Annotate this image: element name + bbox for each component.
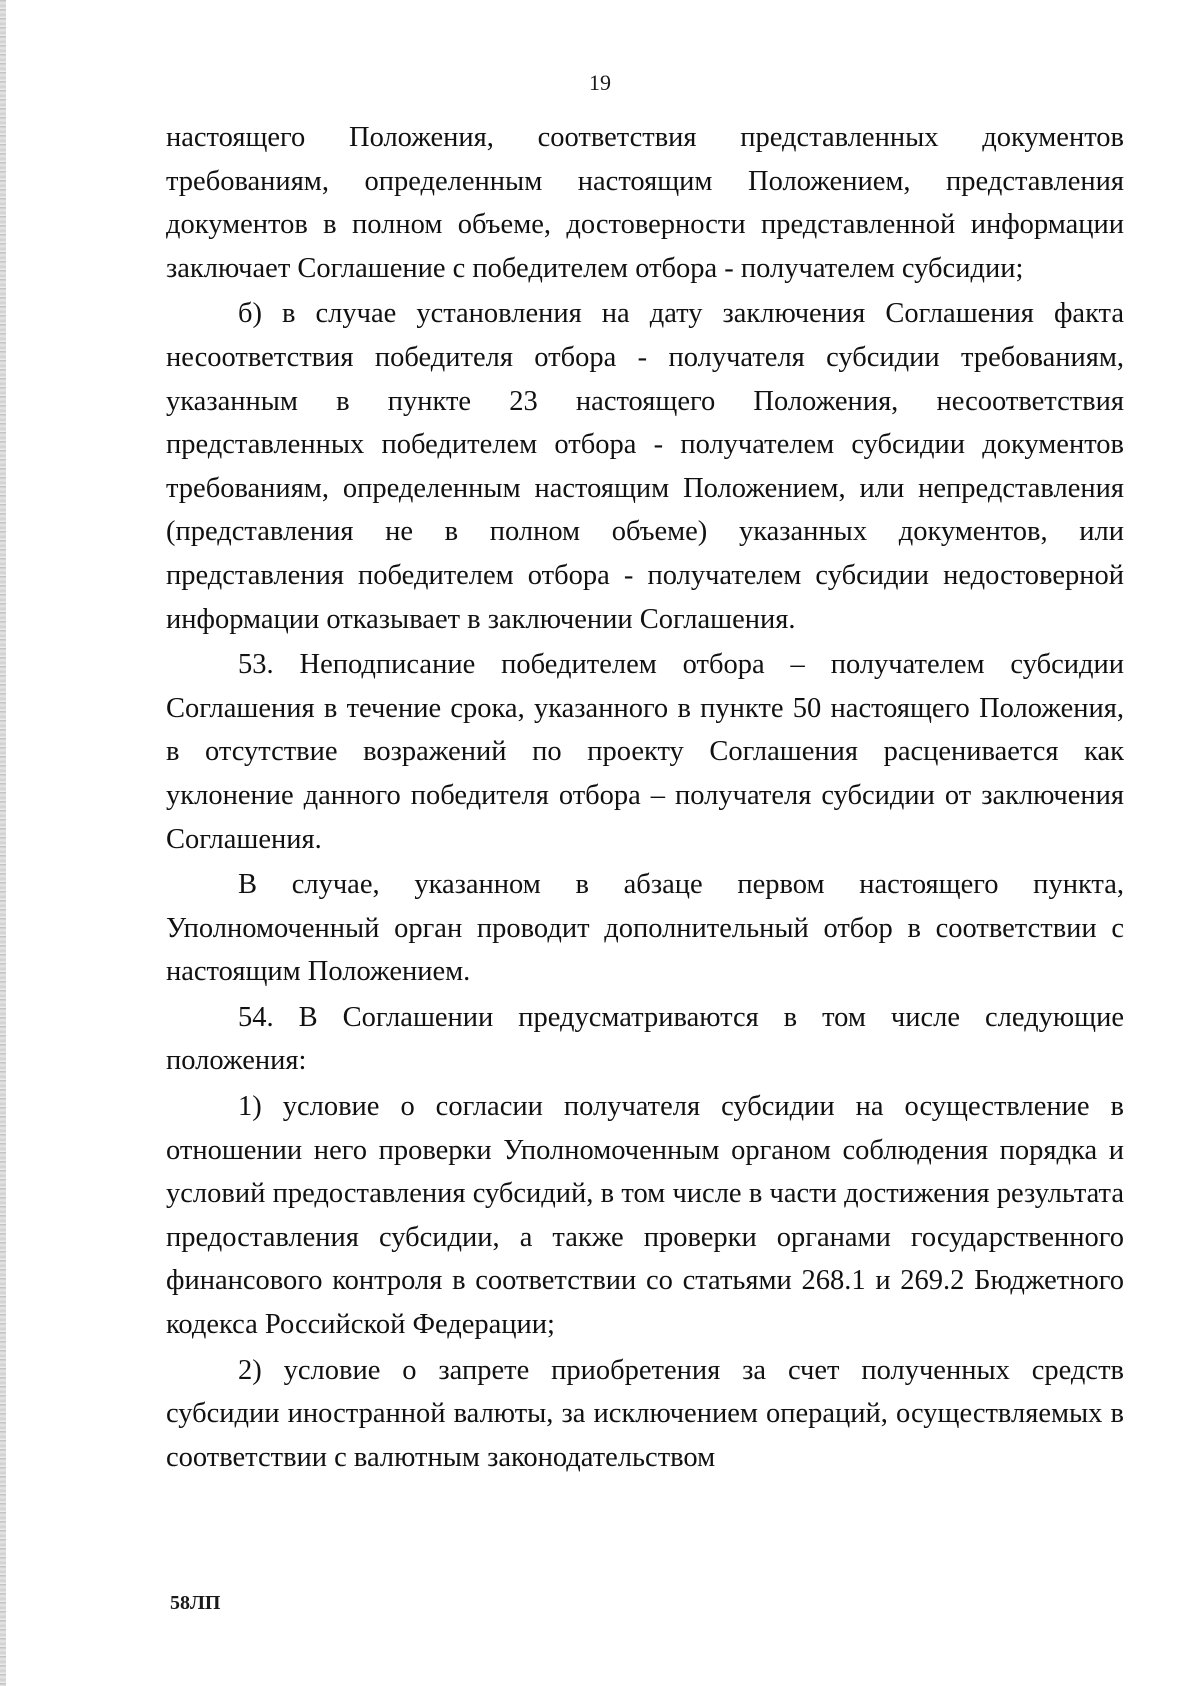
paragraph-54-item-2: 2) условие о запрете приобретения за счет полученных средств субсидии иностранной валюты, за исключением операций, осуществляемых в соответствии с валютным законодательством <box>166 1354 1124 1473</box>
page-number: 19 <box>589 70 611 95</box>
paragraph-53-case: В случае, указанном в абзаце первом настоящего пункта, Уполномоченный орган проводит дополнительный отбор в соответствии с настоящим Положением. <box>166 869 1124 988</box>
footer-document-code: 58ЛП <box>170 1592 221 1614</box>
scan-edge <box>0 0 6 1686</box>
paragraph-continuation: настоящего Положения, соответствия представленных документов требованиям, определенным настоящим Положением, представления документов в полном объеме, достоверности представленной информации заключает Соглашение с победителем отбора - получателем субсидии; <box>166 122 1124 284</box>
document-body <box>166 116 1124 1481</box>
paragraph-item-b: б) в случае установления на дату заключения Соглашения факта несоответствия победителя отбора - получателя субсидии требованиям, указанным в пункте 23 настоящего Положения, несоответствия представленных победителем отбора - получателем субсидии документов требованиям, определенным настоящим Положением, или непредставления (представления не в полном объеме) указанных документов, или представления победителем отбора - получателем субсидии недостоверной информации отказывает в заключении Соглашения. <box>166 298 1124 635</box>
paragraph-53: 53. Неподписание победителем отбора – получателем субсидии Соглашения в течение срока, указанного в пункте 50 настоящего Положения, в отсутствие возражений по проекту Соглашения расценивается как уклонение данного победителя отбора – получателя субсидии от заключения Соглашения. <box>166 649 1124 855</box>
paragraph-54-item-1: 1) условие о согласии получателя субсидии на осуществление в отношении него проверки Уполномоченным органом соблюдения порядка и условий предоставления субсидий, в том числе в части достижения результата предоставления субсидии, а также проверки органами государственного финансового контроля в соответствии со статьями 268.1 и 269.2 Бюджетного кодекса Российской Федерации; <box>166 1091 1124 1341</box>
paragraph-54: 54. В Соглашении предусматриваются в том числе следующие положения: <box>166 1001 1124 1077</box>
